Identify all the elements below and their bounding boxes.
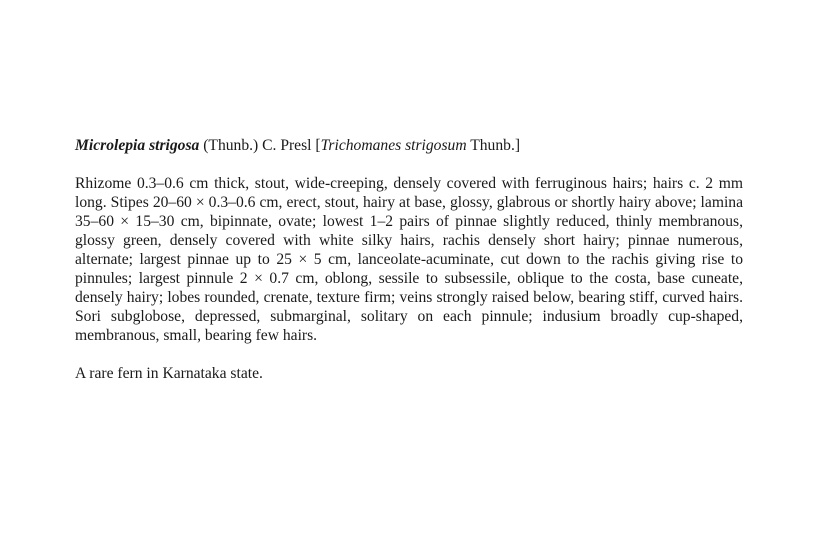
species-distribution: A rare fern in Karnataka state. [75,365,263,382]
species-authority: (Thunb.) C. Presl [ [199,137,321,154]
species-heading [75,136,743,155]
species-name: Microlepia strigosa [75,137,200,154]
synonym-authority: Thunb.] [466,137,521,154]
species-entry [75,136,743,383]
species-description: Rhizome 0.3–0.6 cm thick, stout, wide-creeping, densely covered with ferruginous hairs; hairs c. 2 mm long. Stipes 20–60 × 0.3–0.6 cm, erect, stout, hairy at base, glossy, glabrous or shortly hairy above; lamina 35–60 × 15–30 cm, bipinnate, ovate; lowest 1–2 pairs of pinnae slightly reduced, thinly membranous, glossy green, densely covered with white silky hairs, rachis densely short hairy; pinnae numerous, alternate; largest pinnae up to 25 × 5 cm, lanceolate-acuminate, cut down to the rachis giving rise to pinnules; largest pinnule 2 × 0.7 cm, oblong, sessile to subsessile, oblique to the costa, base cuneate, densely hairy; lobes rounded, crenate, texture firm; veins strongly raised below, bearing stiff, curved hairs. Sori subglobose, depressed, submarginal, solitary on each pinnule; indusium broadly cup-shaped, membranous, small, bearing few hairs. [75,175,743,344]
synonym-name: Trichomanes strigosum [320,137,467,154]
